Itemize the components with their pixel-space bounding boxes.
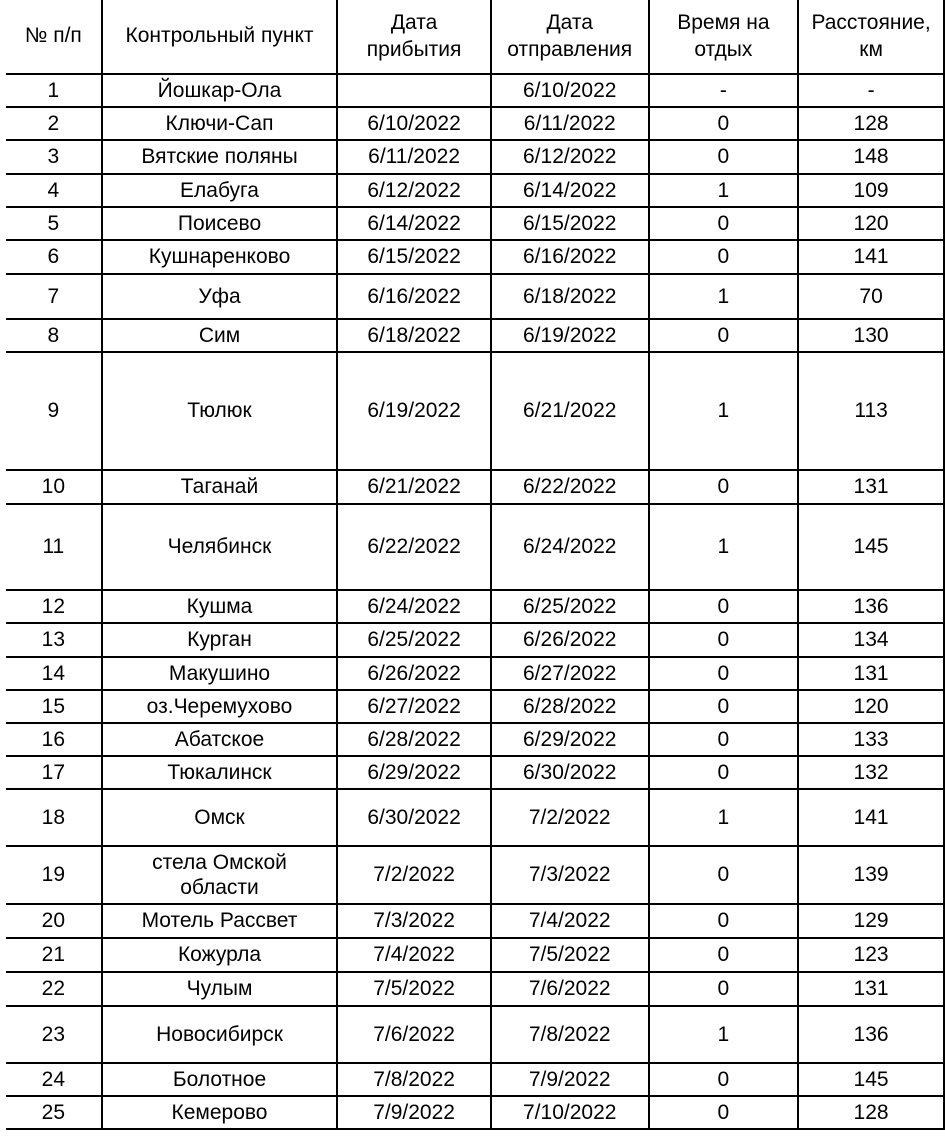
departure-date-cell: 6/14/2022 [491, 174, 649, 207]
header-distance [798, 0, 944, 74]
header-checkpoint-line: Контрольный пункт [125, 24, 314, 48]
row-number-cell: 2 [6, 107, 102, 140]
table-row [6, 107, 944, 140]
rest-time-cell: 0 [649, 590, 799, 623]
checkpoint-cell: Вятские поляны [102, 140, 338, 174]
table-row [6, 590, 944, 623]
row-number-cell: 19 [6, 846, 102, 904]
arrival-date-cell: 6/22/2022 [337, 504, 491, 590]
table-row [6, 240, 944, 274]
checkpoint-cell: Кожурла [102, 938, 338, 972]
checkpoint-cell: Поисево [102, 207, 338, 240]
row-number-cell: 6 [6, 240, 102, 274]
distance-cell: 109 [798, 174, 944, 207]
checkpoint-cell: Кушнаренково [102, 240, 338, 274]
distance-cell: 148 [798, 140, 944, 174]
departure-date-cell: 7/9/2022 [491, 1063, 649, 1096]
arrival-date-cell: 6/27/2022 [337, 690, 491, 723]
header-departure-date [491, 0, 649, 74]
checkpoint-cell: Болотное [102, 1063, 338, 1096]
rest-time-cell: 1 [649, 789, 799, 846]
row-number-cell: 16 [6, 723, 102, 756]
row-number-cell: 9 [6, 352, 102, 470]
rest-time-cell: 0 [649, 972, 799, 1006]
table-row [6, 904, 944, 938]
departure-date-cell: 6/16/2022 [491, 240, 649, 274]
row-number-cell: 3 [6, 140, 102, 174]
row-number-cell: 25 [6, 1096, 102, 1129]
checkpoint-cell: Чулым [102, 972, 338, 1006]
distance-cell: 128 [798, 1096, 944, 1129]
checkpoint-cell: Тюкалинск [102, 756, 338, 789]
rest-time-cell: 1 [649, 1006, 799, 1063]
departure-date-cell: 7/10/2022 [491, 1096, 649, 1129]
distance-cell: 136 [798, 590, 944, 623]
rest-time-cell: 0 [649, 623, 799, 657]
rest-time-cell: 1 [649, 504, 799, 590]
checkpoint-cell: Тюлюк [102, 352, 338, 470]
row-number-cell: 7 [6, 274, 102, 319]
arrival-date-cell: 6/26/2022 [337, 657, 491, 690]
distance-cell: 145 [798, 504, 944, 590]
rest-time-cell: 0 [649, 1096, 799, 1129]
header-departure-date-line: отправления [507, 37, 633, 61]
checkpoint-cell: Новосибирск [102, 1006, 338, 1063]
arrival-date-cell: 6/18/2022 [337, 319, 491, 352]
arrival-date-cell: 7/2/2022 [337, 846, 491, 904]
distance-cell: 129 [798, 904, 944, 938]
departure-date-cell: 6/26/2022 [491, 623, 649, 657]
rest-time-cell: 0 [649, 938, 799, 972]
distance-cell: 120 [798, 207, 944, 240]
table-row [6, 207, 944, 240]
arrival-date-cell: 7/9/2022 [337, 1096, 491, 1129]
row-number-cell: 8 [6, 319, 102, 352]
distance-cell: - [798, 74, 944, 107]
route-table [6, 0, 945, 1130]
checkpoint-cell: Ключи-Сап [102, 107, 338, 140]
table-row [6, 623, 944, 657]
departure-date-cell: 6/28/2022 [491, 690, 649, 723]
table-body [6, 74, 944, 1129]
header-arrival-date [337, 0, 491, 74]
table-row [6, 174, 944, 207]
departure-date-cell: 7/2/2022 [491, 789, 649, 846]
departure-date-cell: 6/22/2022 [491, 470, 649, 504]
rest-time-cell: - [649, 74, 799, 107]
departure-date-cell: 7/8/2022 [491, 1006, 649, 1063]
distance-cell: 131 [798, 972, 944, 1006]
arrival-date-cell: 6/16/2022 [337, 274, 491, 319]
header-number-line: № п/п [24, 24, 82, 48]
checkpoint-cell: Абатское [102, 723, 338, 756]
checkpoint-cell: оз.Черемухово [102, 690, 338, 723]
rest-time-cell: 0 [649, 690, 799, 723]
arrival-date-cell [337, 74, 491, 107]
rest-time-cell: 0 [649, 723, 799, 756]
table-row [6, 319, 944, 352]
table-row [6, 1006, 944, 1063]
table-row [6, 938, 944, 972]
checkpoint-cell: Елабуга [102, 174, 338, 207]
distance-cell: 113 [798, 352, 944, 470]
distance-cell: 133 [798, 723, 944, 756]
departure-date-cell: 6/18/2022 [491, 274, 649, 319]
arrival-date-cell: 6/25/2022 [337, 623, 491, 657]
rest-time-cell: 0 [649, 846, 799, 904]
checkpoint-cell: Уфа [102, 274, 338, 319]
checkpoint-cell: Челябинск [102, 504, 338, 590]
row-number-cell: 5 [6, 207, 102, 240]
header-number [6, 0, 102, 74]
checkpoint-cell: Йошкар-Ола [102, 74, 338, 107]
table-row [6, 723, 944, 756]
table-row [6, 140, 944, 174]
arrival-date-cell: 7/5/2022 [337, 972, 491, 1006]
distance-cell: 131 [798, 657, 944, 690]
rest-time-cell: 0 [649, 207, 799, 240]
header-rest-time [649, 0, 799, 74]
checkpoint-cell: Кушма [102, 590, 338, 623]
rest-time-cell: 1 [649, 352, 799, 470]
row-number-cell: 24 [6, 1063, 102, 1096]
departure-date-cell: 6/29/2022 [491, 723, 649, 756]
table-row [6, 657, 944, 690]
header-rest-time-line: отдых [694, 37, 753, 61]
rest-time-cell: 0 [649, 470, 799, 504]
departure-date-cell: 6/19/2022 [491, 319, 649, 352]
header-rest-time-line: Время на [677, 11, 770, 35]
departure-date-cell: 6/24/2022 [491, 504, 649, 590]
distance-cell: 141 [798, 240, 944, 274]
table-row [6, 972, 944, 1006]
distance-cell: 123 [798, 938, 944, 972]
departure-date-cell: 7/6/2022 [491, 972, 649, 1006]
distance-cell: 141 [798, 789, 944, 846]
rest-time-cell: 0 [649, 657, 799, 690]
rest-time-cell: 1 [649, 174, 799, 207]
arrival-date-cell: 6/12/2022 [337, 174, 491, 207]
rest-time-cell: 0 [649, 1063, 799, 1096]
checkpoint-cell: Курган [102, 623, 338, 657]
rest-time-cell: 0 [649, 319, 799, 352]
table-row [6, 504, 944, 590]
arrival-date-cell: 7/4/2022 [337, 938, 491, 972]
row-number-cell: 22 [6, 972, 102, 1006]
row-number-cell: 11 [6, 504, 102, 590]
departure-date-cell: 6/21/2022 [491, 352, 649, 470]
header-distance-line: Расстояние, [811, 11, 931, 35]
distance-cell: 131 [798, 470, 944, 504]
departure-date-cell: 6/25/2022 [491, 590, 649, 623]
header-departure-date-line: Дата [546, 11, 593, 35]
row-number-cell: 21 [6, 938, 102, 972]
rest-time-cell: 0 [649, 904, 799, 938]
distance-cell: 145 [798, 1063, 944, 1096]
checkpoint-cell: Макушино [102, 657, 338, 690]
row-number-cell: 20 [6, 904, 102, 938]
row-number-cell: 17 [6, 756, 102, 789]
arrival-date-cell: 6/28/2022 [337, 723, 491, 756]
table-row [6, 1063, 944, 1096]
table-header-row [6, 0, 944, 74]
distance-cell: 128 [798, 107, 944, 140]
table-row [6, 470, 944, 504]
departure-date-cell: 6/11/2022 [491, 107, 649, 140]
departure-date-cell: 7/4/2022 [491, 904, 649, 938]
header-checkpoint [102, 0, 338, 74]
arrival-date-cell: 6/15/2022 [337, 240, 491, 274]
departure-date-cell: 7/5/2022 [491, 938, 649, 972]
row-number-cell: 10 [6, 470, 102, 504]
departure-date-cell: 7/3/2022 [491, 846, 649, 904]
arrival-date-cell: 6/24/2022 [337, 590, 491, 623]
departure-date-cell: 6/10/2022 [491, 74, 649, 107]
header-arrival-date-line: прибытия [366, 37, 462, 61]
checkpoint-cell: Омск [102, 789, 338, 846]
table-row [6, 1096, 944, 1129]
arrival-date-cell: 6/11/2022 [337, 140, 491, 174]
rest-time-cell: 0 [649, 140, 799, 174]
row-number-cell: 1 [6, 74, 102, 107]
rest-time-cell: 1 [649, 274, 799, 319]
distance-cell: 70 [798, 274, 944, 319]
rest-time-cell: 0 [649, 756, 799, 789]
checkpoint-cell: Кемерово [102, 1096, 338, 1129]
row-number-cell: 23 [6, 1006, 102, 1063]
row-number-cell: 4 [6, 174, 102, 207]
row-number-cell: 14 [6, 657, 102, 690]
table-row [6, 74, 944, 107]
arrival-date-cell: 6/19/2022 [337, 352, 491, 470]
checkpoint-cell: Мотель Рассвет [102, 904, 338, 938]
arrival-date-cell: 6/14/2022 [337, 207, 491, 240]
table-row [6, 846, 944, 904]
arrival-date-cell: 6/30/2022 [337, 789, 491, 846]
rest-time-cell: 0 [649, 107, 799, 140]
distance-cell: 130 [798, 319, 944, 352]
row-number-cell: 15 [6, 690, 102, 723]
rest-time-cell: 0 [649, 240, 799, 274]
arrival-date-cell: 6/29/2022 [337, 756, 491, 789]
table-row [6, 274, 944, 319]
distance-cell: 134 [798, 623, 944, 657]
table-row [6, 690, 944, 723]
table-row [6, 789, 944, 846]
arrival-date-cell: 7/3/2022 [337, 904, 491, 938]
header-arrival-date-line: Дата [390, 11, 438, 35]
distance-cell: 136 [798, 1006, 944, 1063]
table-row [6, 756, 944, 789]
row-number-cell: 18 [6, 789, 102, 846]
departure-date-cell: 6/15/2022 [491, 207, 649, 240]
row-number-cell: 12 [6, 590, 102, 623]
departure-date-cell: 6/27/2022 [491, 657, 649, 690]
distance-cell: 139 [798, 846, 944, 904]
arrival-date-cell: 7/6/2022 [337, 1006, 491, 1063]
distance-cell: 132 [798, 756, 944, 789]
arrival-date-cell: 7/8/2022 [337, 1063, 491, 1096]
arrival-date-cell: 6/21/2022 [337, 470, 491, 504]
table-row [6, 352, 944, 470]
departure-date-cell: 6/12/2022 [491, 140, 649, 174]
checkpoint-cell: стела Омской области [102, 846, 338, 904]
distance-cell: 120 [798, 690, 944, 723]
checkpoint-cell: Таганай [102, 470, 338, 504]
row-number-cell: 13 [6, 623, 102, 657]
checkpoint-cell: Сим [102, 319, 338, 352]
header-distance-line: км [859, 37, 883, 61]
departure-date-cell: 6/30/2022 [491, 756, 649, 789]
arrival-date-cell: 6/10/2022 [337, 107, 491, 140]
